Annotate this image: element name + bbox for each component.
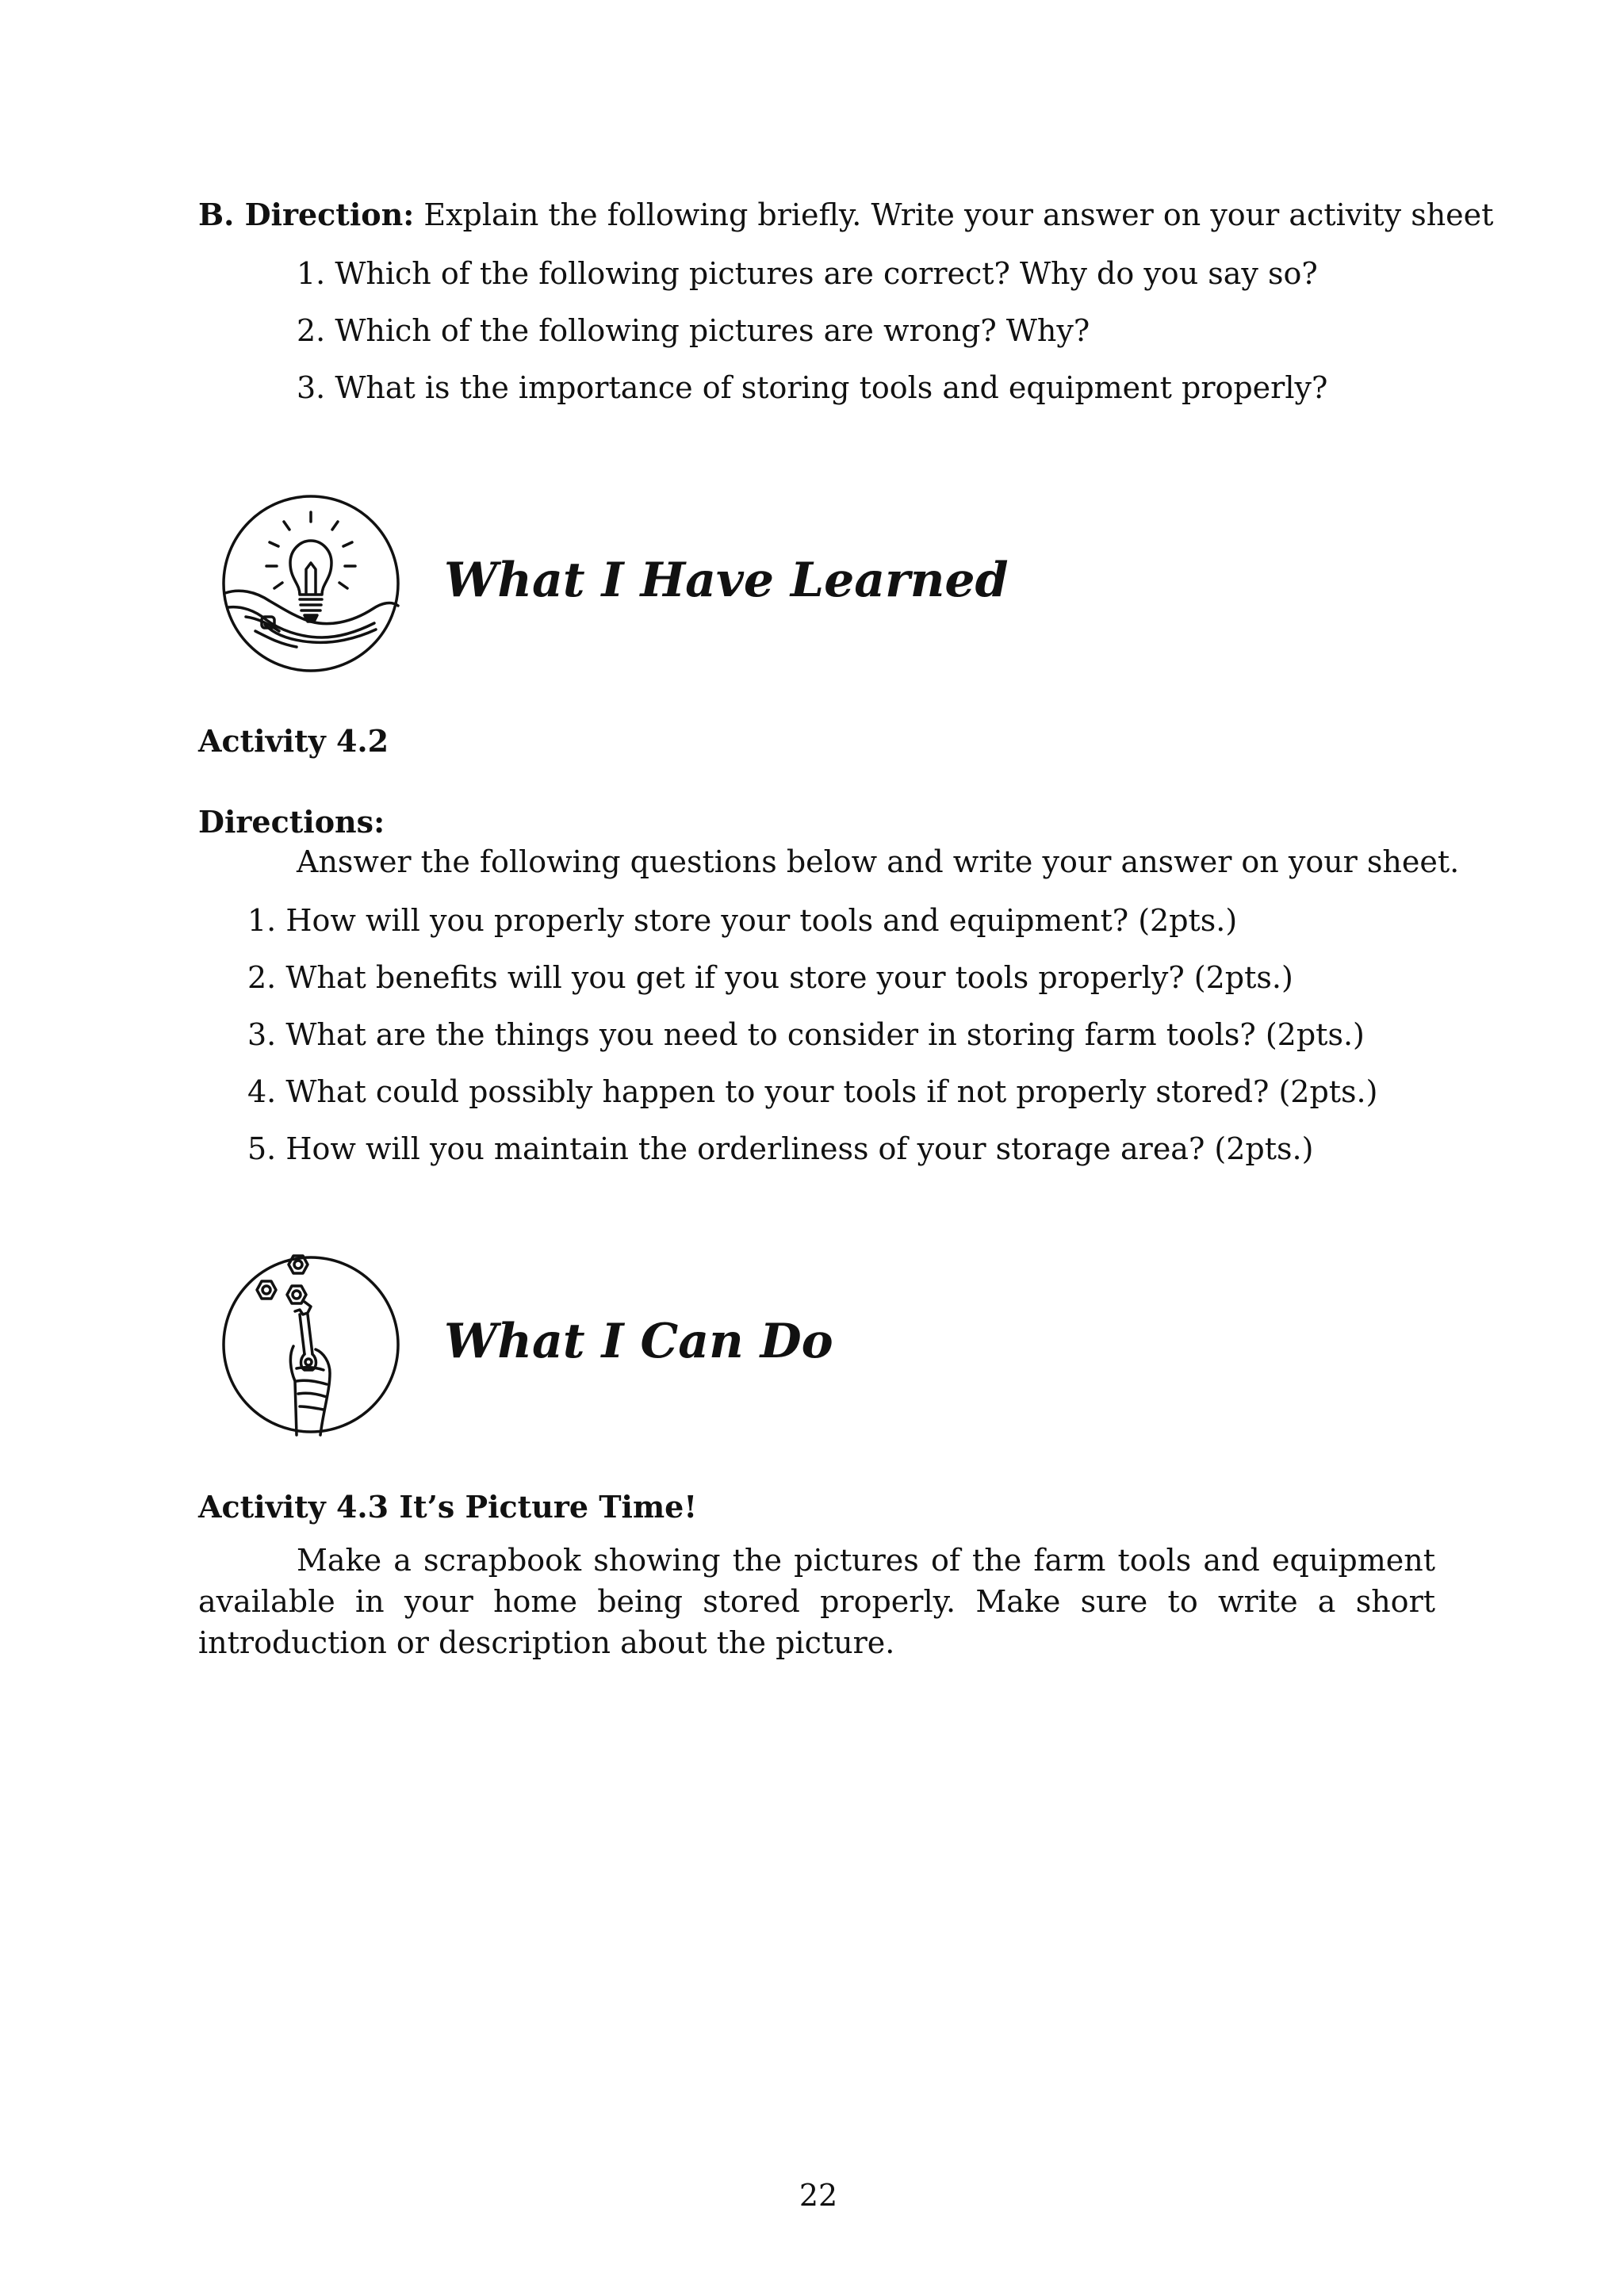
directions-label: Directions: [198,804,385,840]
activity-heading: Activity 4.2 [198,723,389,759]
section-b-question: 3. What is the importance of storing tools and equipment properly? [297,370,1328,405]
section-b-question: 1. Which of the following pictures are correct? Why do you say so? [297,256,1318,291]
activity-paragraph: Make a scrapbook showing the pictures of the farm tools and equipment available in your home being stored properly. Make sure to write a short introduction or description about the picture. [198,1543,1435,1660]
section-b-instruction: Explain the following briefly. Write your answer on your activity sheet [423,197,1494,232]
section-b-label: B. Direction: [198,197,415,232]
wrench-hand-icon [217,1251,404,1438]
learned-question: 5. How will you maintain the orderliness of your storage area? (2pts.) [247,1131,1314,1166]
section-b-question: 2. Which of the following pictures are wrong? Why? [297,313,1090,348]
directions-text: Answer the following questions below and write your answer on your sheet. [297,844,1460,879]
section-b-direction [198,197,1493,233]
activity-heading: Activity 4.3 It’s Picture Time! [198,1489,698,1525]
section-title-can-do: What I Can Do [444,1314,833,1369]
learned-question: 1. How will you properly store your tools and equipment? (2pts.) [247,903,1238,938]
section-title-learned: What I Have Learned [444,553,1009,608]
lightbulb-hand-icon [217,490,404,677]
learned-question: 2. What benefits will you get if you store your tools properly? (2pts.) [247,960,1293,995]
learned-question: 4. What could possibly happen to your tools if not properly stored? (2pts.) [247,1074,1378,1109]
page-number: 22 [799,2178,838,2213]
learned-question: 3. What are the things you need to consider in storing farm tools? (2pts.) [247,1017,1365,1052]
